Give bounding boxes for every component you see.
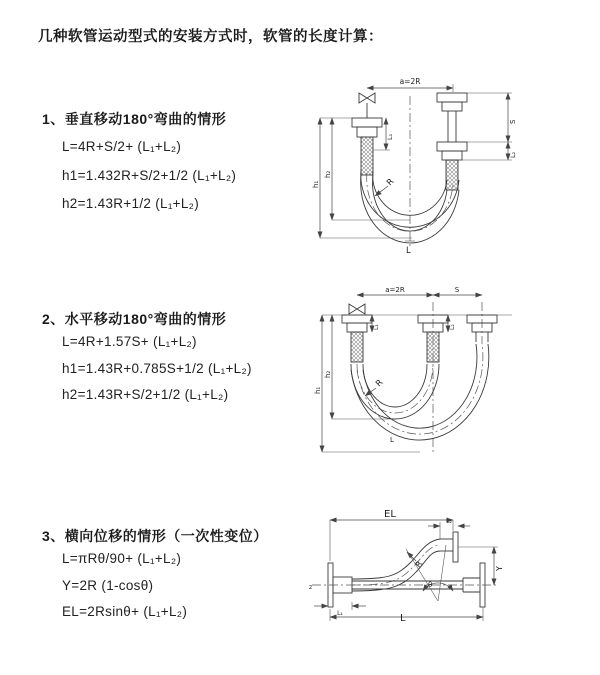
flange — [342, 315, 372, 323]
diagram-vertical-180-bend — [312, 72, 592, 257]
length-label-l: L — [406, 246, 411, 256]
diagram-horizontal-180-bend — [312, 282, 600, 462]
dim-label-l2: L₂ — [446, 518, 452, 525]
radius-label-r: R — [413, 559, 425, 570]
section-2-formula-h2: h2=1.43R+S/2+1/2 (L₁+L₂) — [62, 387, 229, 402]
hose-s-curve-drawing — [309, 509, 504, 624]
dim-label-a2r: a=2R — [399, 77, 421, 86]
length-label-l: L — [400, 613, 406, 624]
section-2-formula-L: L=4R+1.57S+ (L₁+L₂) — [62, 334, 197, 349]
flange — [437, 142, 467, 151]
dim-label-l1: L₁ — [386, 133, 394, 140]
braided-hose-section — [361, 137, 373, 175]
valve-icon — [349, 304, 365, 314]
page-title: 几种软管运动型式的安装方式时，软管的长度计算： — [38, 29, 383, 45]
braided-hose-section — [446, 160, 458, 190]
section-2-formula-h1: h1=1.43R+0.785S+1/2 (L₁+L₂) — [62, 361, 252, 376]
dim-label-h1: h₁ — [312, 180, 320, 188]
hose-arc — [351, 364, 439, 419]
braided-hose-section — [427, 332, 439, 362]
section-1-formula-h2: h2=1.43R+1/2 (L₁+L₂) — [62, 196, 200, 211]
section-1-formula-h1: h1=1.432R+S/2+1/2 (L₁+L₂) — [62, 168, 237, 183]
radius-label-r: R — [385, 176, 397, 189]
dim-label-el: EL — [384, 509, 396, 520]
dim-label-h1: h₁ — [314, 386, 322, 394]
valve-icon — [359, 93, 375, 103]
dim-label-y: Y — [495, 566, 504, 571]
section-1-formula-L: L=4R+S/2+ (L₁+L₂) — [62, 139, 182, 154]
dim-label-l2: L₂ — [509, 151, 517, 158]
flange — [437, 93, 467, 102]
diagram-lateral-displacement — [300, 505, 600, 650]
braided-hose-section — [351, 332, 363, 362]
centerline-mark-z: z — [309, 584, 313, 591]
dim-label-s: S — [454, 286, 460, 294]
flange — [352, 118, 382, 127]
radius-label-r: R — [374, 377, 386, 390]
length-label-l: L — [390, 436, 394, 444]
angle-label-theta: θ — [428, 581, 433, 589]
dim-label-l1: L₁ — [337, 610, 343, 617]
section-1-heading: 1、垂直移动180°弯曲的情形 — [42, 111, 227, 127]
dim-label-h2: h₂ — [324, 370, 332, 378]
hose-u-drawing-1 — [312, 77, 517, 256]
dim-label-l1: L₁ — [373, 324, 380, 330]
dim-label-h2: h₂ — [324, 170, 332, 178]
dim-label-a2r: a=2R — [385, 286, 405, 294]
flange — [453, 532, 458, 562]
section-3-formula-Y: Y=2R (1-cosθ) — [62, 578, 154, 593]
section-3-formula-EL: EL=2Rsinθ+ (L₁+L₂) — [62, 604, 188, 619]
section-2-heading: 2、水平移动180°弯曲的情形 — [42, 311, 227, 327]
hose-u-drawing-2 — [314, 286, 512, 454]
section-3-formula-L: L=πRθ/90+ (L₁+L₂) — [62, 551, 182, 566]
section-3-heading: 3、横向位移的情形（一次性变位） — [42, 528, 268, 544]
dim-label-s: S — [509, 119, 517, 124]
dim-label-l2: L₂ — [449, 324, 456, 330]
